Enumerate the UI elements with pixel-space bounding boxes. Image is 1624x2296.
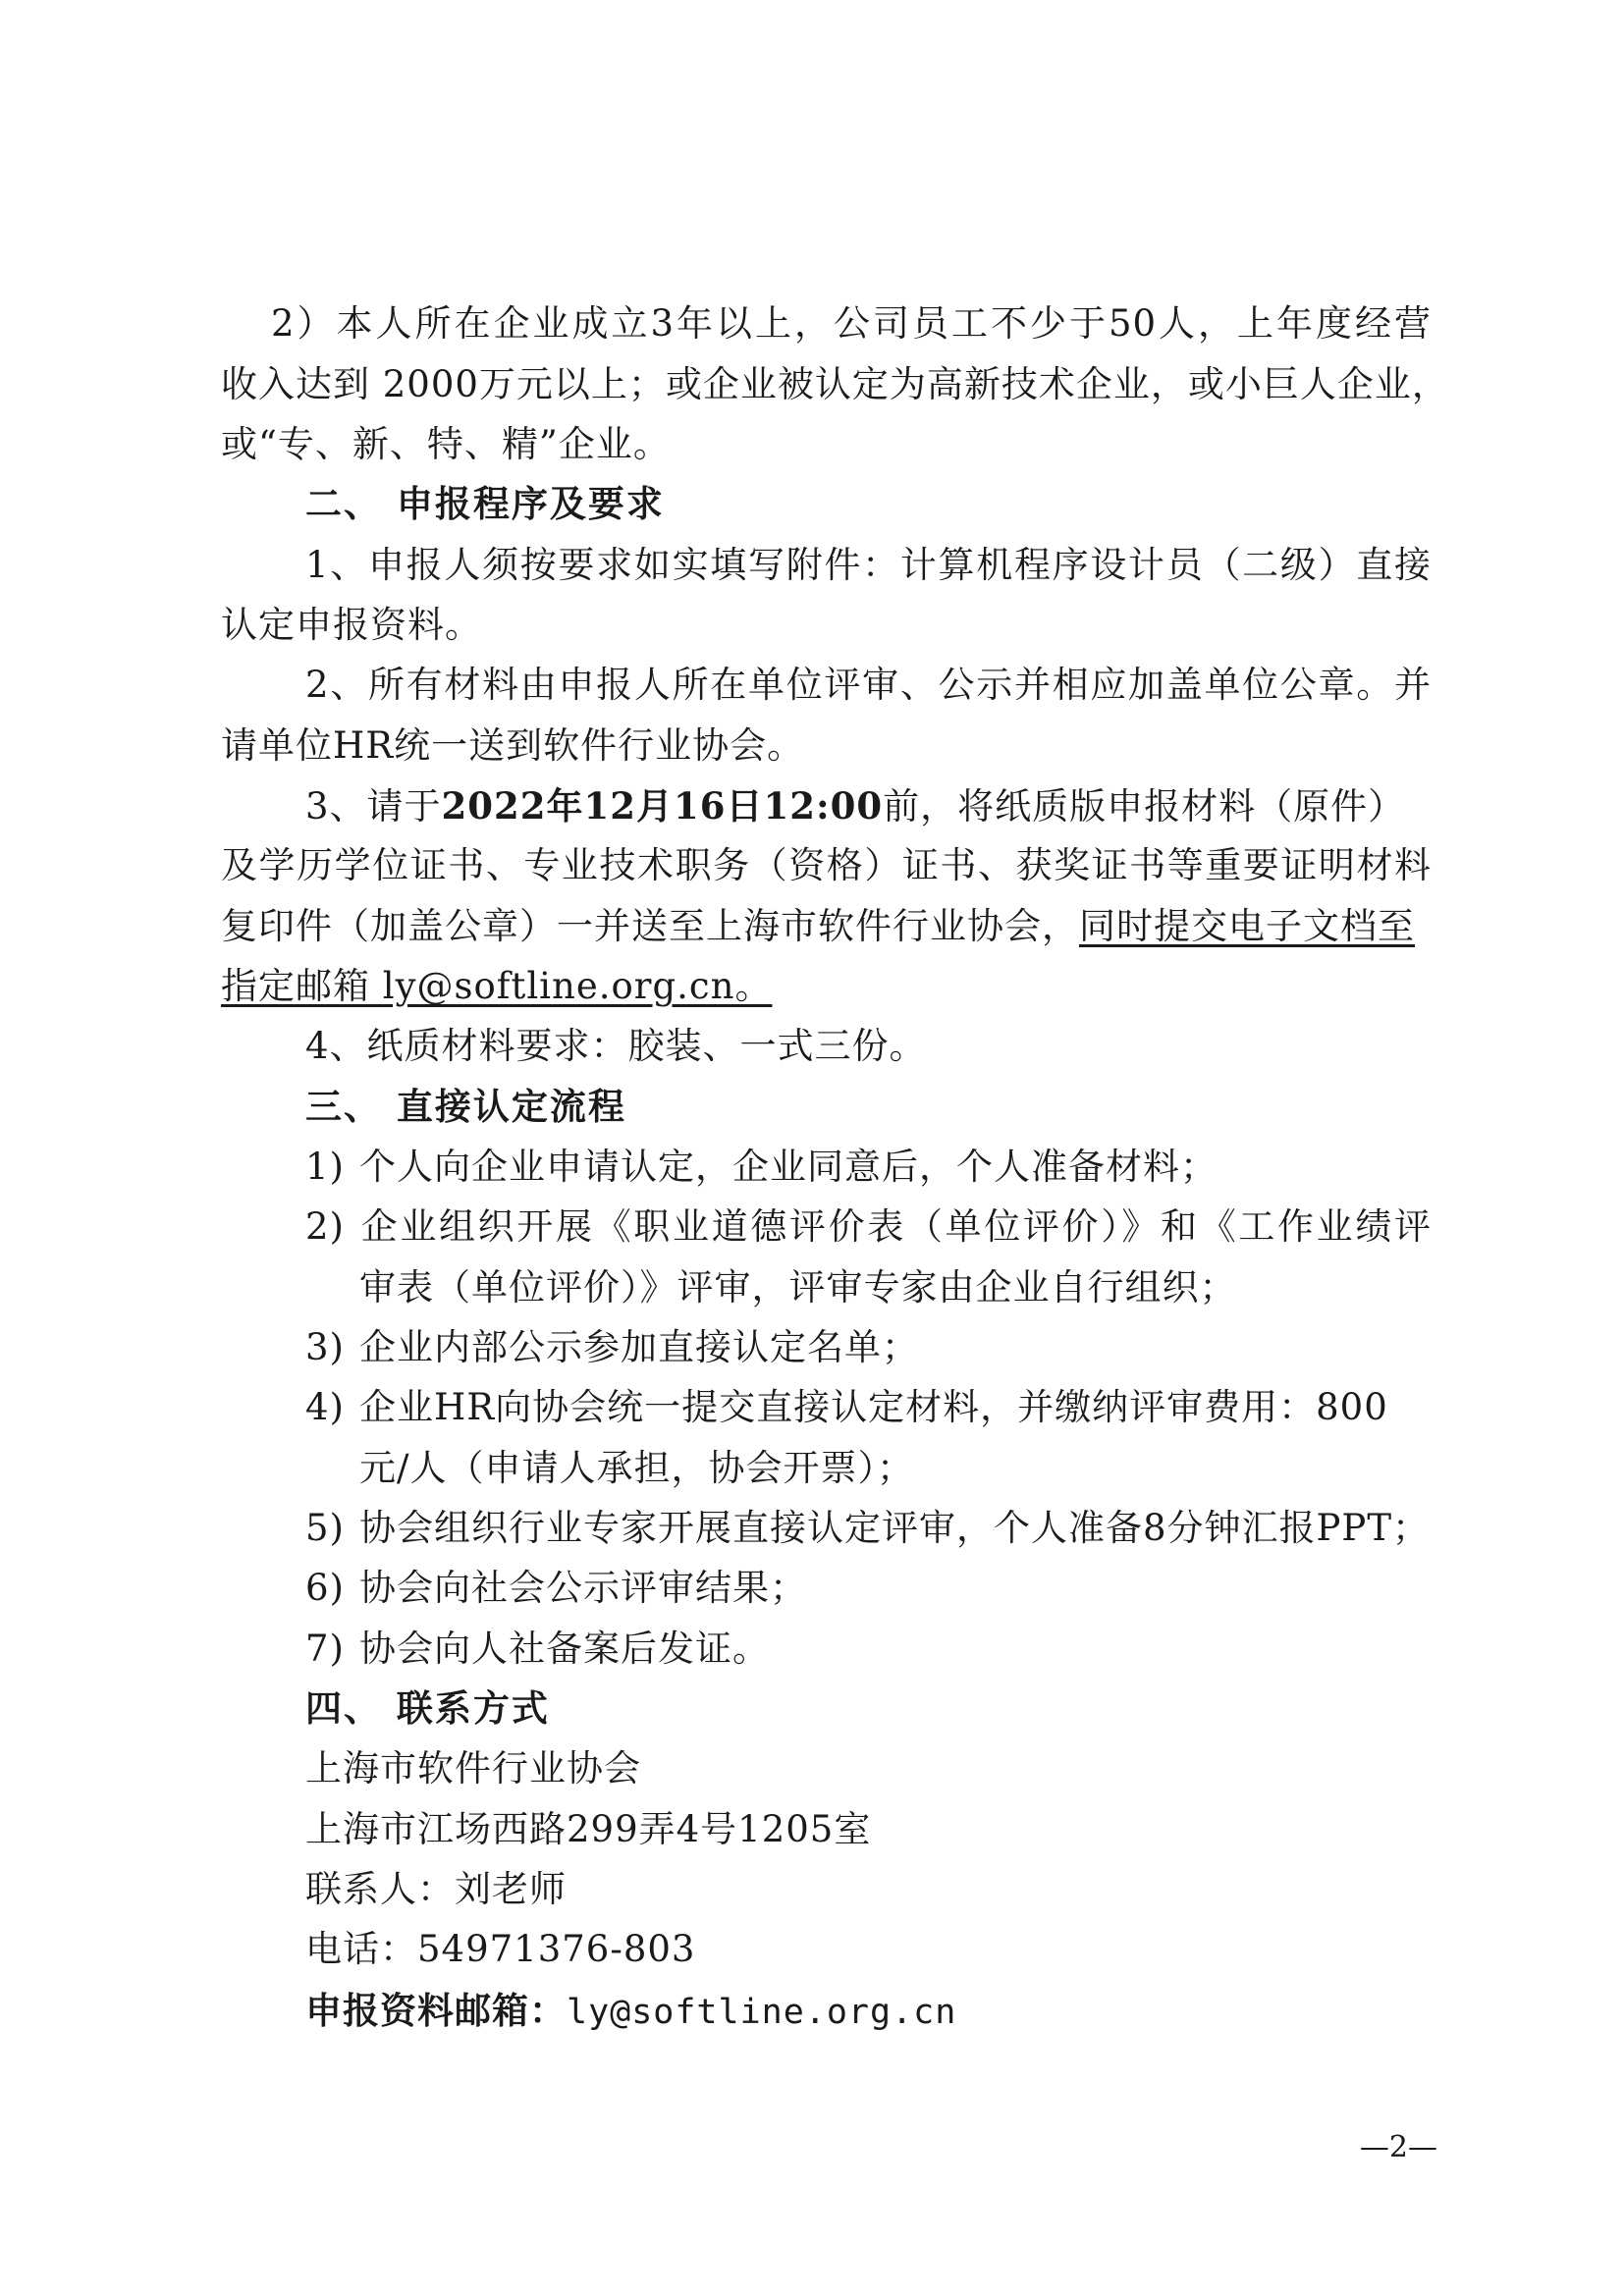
page-number: —2— [1359,2130,1437,2164]
step-4-line2: 元/人（申请人承担，协会开票）； [359,1447,914,1489]
section2-p2-line1: 2、所有材料由申报人所在单位评审、公示并相应加盖单位公章。并 [305,664,1432,706]
section2-p1-line1: 1、申报人须按要求如实填写附件：计算机程序设计员（二级）直接 [305,544,1432,586]
p3-suffix: 前，将纸质版申报材料（原件） [883,785,1406,828]
step-1: 1) 个人向企业申请认定，企业同意后，个人准备材料； [305,1146,1218,1188]
email-address: ly@softline.org.cn [567,1993,957,2032]
section1-item2-line2: 收入达到 2000万元以上；或企业被认定为高新技术企业，或小巨人企业， [221,363,1449,405]
section2-p3-email-line: 指定邮箱 ly@softline.org.cn。 [221,965,773,1007]
contact-org: 上海市软件行业协会 [305,1747,641,1789]
step-4: 4) 企业HR向协会统一提交直接认定材料，并缴纳评审费用：800 [305,1386,1388,1428]
section2-p3-line3 [221,897,1415,956]
step-3: 3) 企业内部公示参加直接认定名单； [305,1326,919,1368]
section1-item2-line1: 2）本人所在企业成立3年以上，公司员工不少于50人，上年度经营 [271,302,1432,345]
section2-p1-line2: 认定申报资料。 [221,604,482,646]
step-2-line2: 审表（单位评价）》评审，评审专家由企业自行组织； [359,1266,1237,1308]
p3-line3-underlined: 同时提交电子文档至 [1079,905,1415,947]
section2-p3-line2: 及学历学位证书、专业技术职务（资格）证书、获奖证书等重要证明材料 [221,844,1432,886]
step-7: 7) 协会向人社备案后发证。 [305,1628,770,1670]
section2-p4: 4、纸质材料要求：胶装、一式三份。 [305,1025,927,1067]
step-6: 6) 协会向社会公示评审结果； [305,1567,807,1609]
section4-heading: 四、 联系方式 [305,1687,550,1730]
p3-line3-plain: 复印件（加盖公章）一并送至上海市软件行业协会， [221,905,1079,947]
contact-person: 联系人：刘老师 [305,1868,567,1910]
section2-p2-line2: 请单位HR统一送到软件行业协会。 [221,724,805,767]
email-label: 申报资料邮箱： [305,1989,567,2032]
section3-heading: 三、 直接认定流程 [305,1086,626,1128]
step-2: 2) 企业组织开展《职业道德评价表（单位评价）》和《工作业绩评 [305,1205,1432,1248]
contact-address: 上海市江场西路299弄4号1205室 [305,1808,872,1850]
contact-phone: 电话：54971376-803 [305,1928,696,1970]
section2-p3-line1 [305,776,1405,836]
p3-prefix: 3、请于 [305,785,442,828]
section2-heading: 二、 申报程序及要求 [305,483,665,525]
step-5: 5) 协会组织行业专家开展直接认定评审，个人准备8分钟汇报PPT； [305,1507,1431,1549]
section1-item2-line3: 或“专、新、特、精”企业。 [221,423,671,465]
deadline-date: 2022年12月16日12:00 [441,784,884,828]
contact-email-line [305,1981,956,2042]
